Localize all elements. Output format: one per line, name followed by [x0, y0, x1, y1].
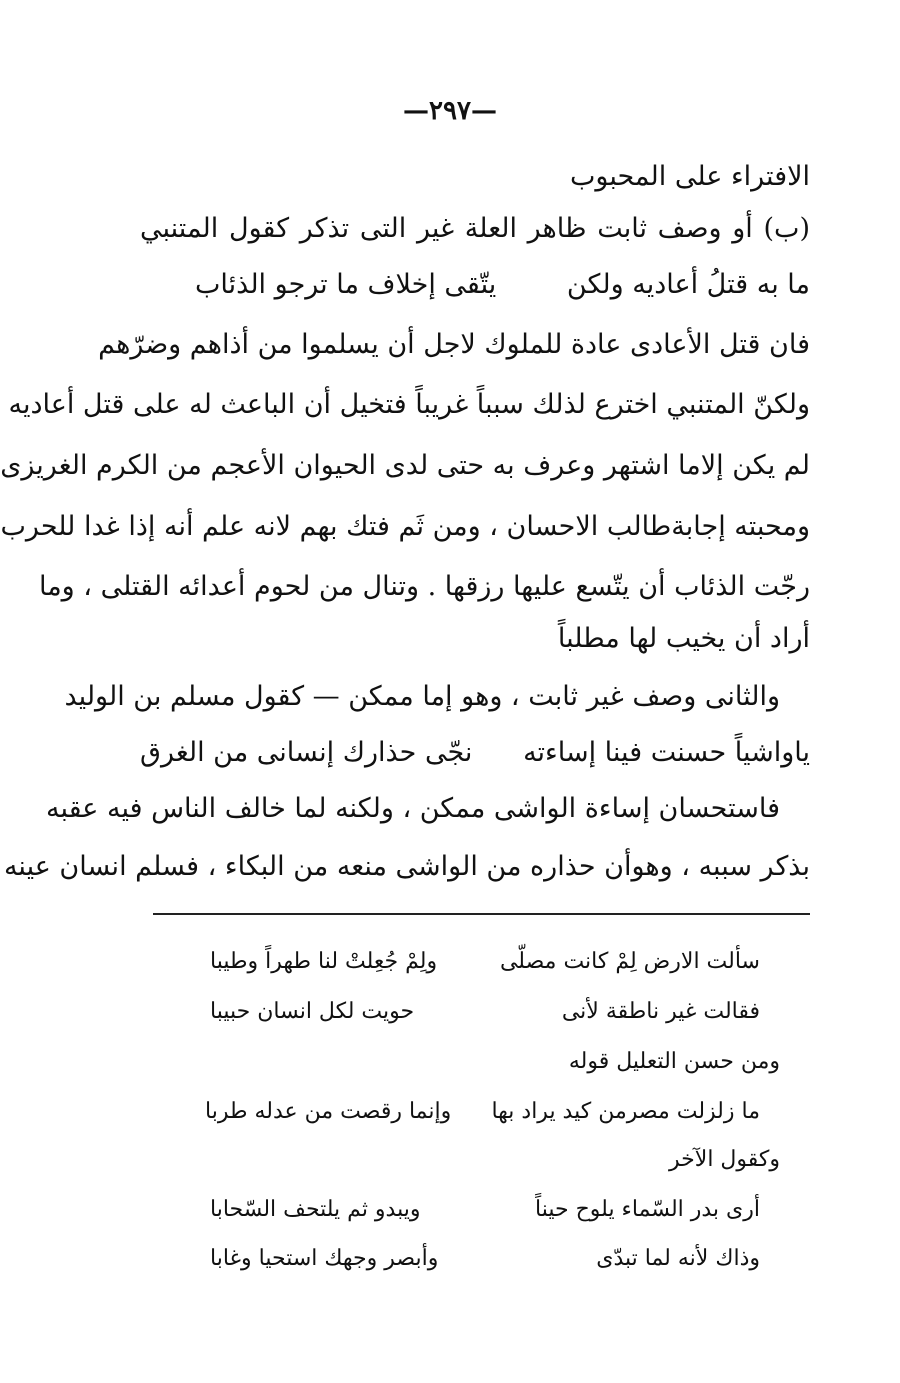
text-line: فان قتل الأعادى عادة للملوك لاجل أن يسلموا من أذاهم وضرّهم	[98, 329, 810, 360]
text-line: الافتراء على المحبوب	[569, 161, 810, 192]
text-line: بذكر سببه ، وهوأن حذاره من الواشى منعه من البكاء ، فسلم انسان عينه	[3, 851, 810, 882]
text-line: لم يكن إلاما اشتهر وعرف به حتى لدى الحيوان الأعجم من الكرم الغريزى	[0, 450, 810, 481]
verse-hemistich: أرى بدر السّماء يلوح حيناً	[535, 1197, 760, 1222]
verse-hemistich: ويبدو ثم يلتحف السّحابا	[210, 1197, 421, 1222]
footnote-verse	[200, 1095, 760, 1129]
verse-hemistich: ما به قتلُ أعاديه ولكن	[566, 269, 810, 300]
text-line: والثانى وصف غير ثابت ، وهو إما ممكن — كقول مسلم بن الوليد	[64, 681, 780, 712]
verse-hemistich: فقالت غير ناطقة لأنى	[561, 999, 760, 1024]
footnote-verse	[200, 995, 760, 1029]
footnote-verse	[200, 1242, 760, 1276]
verse-hemistich: يتّقى إخلاف ما ترجو الذئاب	[195, 269, 497, 300]
verse-hemistich: وأبصر وجهك استحيا وغابا	[210, 1246, 439, 1271]
text-line: فاستحسان إساءة الواشى ممكن ، ولكنه لما خالف الناس فيه عقبه	[46, 793, 780, 824]
verse-hemistich: نجّى حذارك إنسانى من الغرق	[140, 737, 473, 768]
verse-hemistich: وإنما رقصت من عدله طربا	[205, 1099, 452, 1124]
text-line: ولكنّ المتنبي اخترع لذلك سبباً غريباً فتخيل أن الباعث له على قتل أعاديه	[8, 389, 810, 420]
footnote-verse	[200, 945, 760, 979]
verse-hemistich: سألت الارض لِمْ كانت مصلّى	[499, 949, 760, 974]
verse	[140, 733, 810, 773]
verse-hemistich: ياواشياً حسنت فينا إساءته	[523, 737, 810, 768]
text-line: (ب) أو وصف ثابت ظاهر العلة غير التى تذكر كقول المتنبي	[140, 213, 810, 244]
footnote-verse	[200, 1193, 760, 1227]
text-line: أراد أن يخيب لها مطلباً	[557, 623, 810, 654]
footnote-heading: ومن حسن التعليل قوله	[568, 1049, 780, 1074]
text-line: رجّت الذئاب أن يتّسع عليها رزقها . وتنال من لحوم أعدائه القتلى ، وما	[38, 571, 810, 602]
verse-hemistich: ما زلزلت مصرمن كيد يراد بها	[491, 1099, 760, 1124]
footnote-heading: وكقول الآخر	[669, 1147, 780, 1172]
verse-hemistich: ولِمْ جُعِلتْ لنا طهراً وطيبا	[210, 949, 438, 974]
page-number: —٢٩٧—	[403, 96, 497, 126]
verse	[140, 265, 810, 305]
verse-hemistich: حويت لكل انسان حبيبا	[210, 999, 415, 1024]
text-line: ومحبته إجابةطالب الاحسان ، ومن ثَم فتك بهم لانه علم أنه إذا غدا للحرب	[0, 511, 810, 542]
footnote-divider	[153, 913, 810, 915]
verse-hemistich: وذاك لأنه لما تبدّى	[596, 1246, 760, 1271]
